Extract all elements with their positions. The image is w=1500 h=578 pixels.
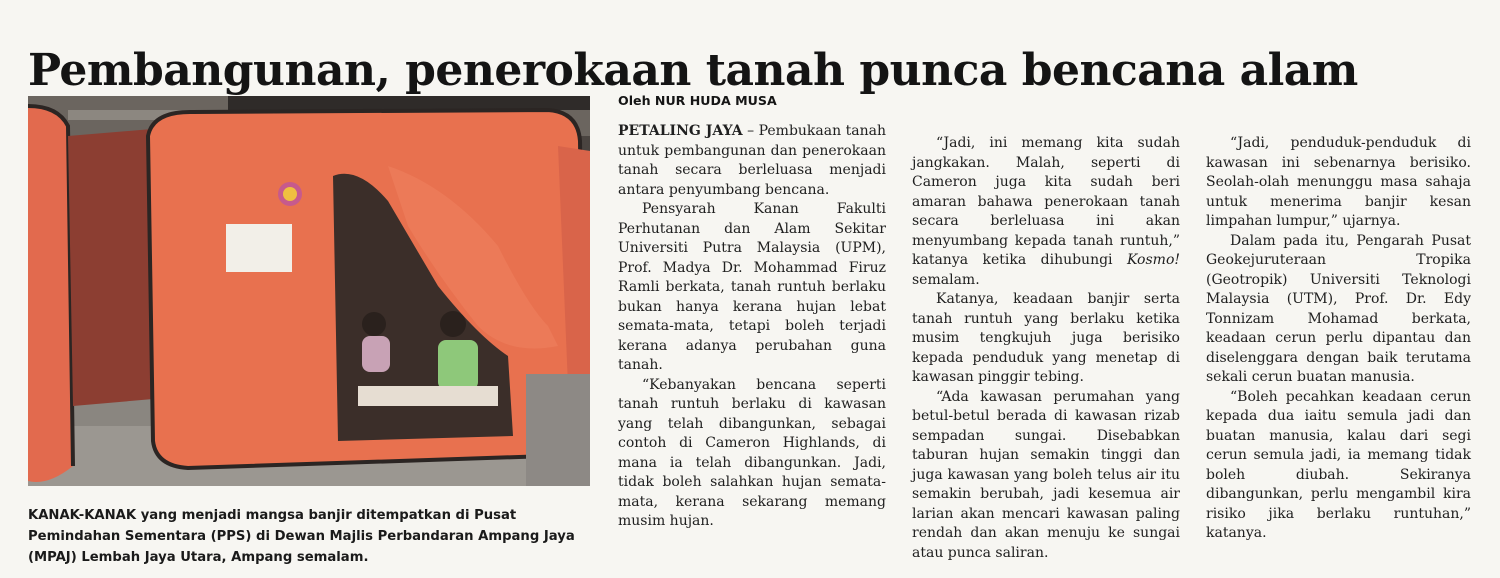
article-paragraph: Pensyarah Kanan Fakulti Perhutanan dan Alam Sekitar Universiti Putra Malaysia (UPM), Prof. Madya Dr. Mohammad Firuz Ramli berkata, tanah runtuh berlaku bukan hanya kerana hujan lebat semata-mata, tetapi boleh terjadi kerana adanya perubahan guna tanah.	[618, 201, 886, 373]
dateline: PETALING JAYA	[618, 123, 743, 139]
photo-tents-icon	[28, 96, 590, 486]
publication-name: Kosmo!	[1126, 252, 1180, 268]
photo-caption: KANAK-KANAK yang menjadi mangsa banjir ditempatkan di Pusat Pemindahan Sementara (PPS) di Dewan Majlis Perbandaran Ampang Jaya (MPAJ) Lembah Jaya Utara, Ampang semalam.	[28, 508, 575, 566]
article-paragraph: “Kebanyakan bencana seperti tanah runtuh berlaku di kawasan yang telah dibangunkan, sebagai contoh di Cameron Highlands, di mana ia telah dibangunkan. Jadi, tidak boleh salahkan hujan semata-mata, kerana sekarang memang musim hujan.	[618, 376, 886, 529]
article-paragraph: “Boleh pecahkan keadaan cerun kepada dua iaitu semula jadi dan buatan manusia, kalau dari segi cerun semula jadi, ia memang tidak boleh diubah. Sekiranya dibangunkan, perlu mengambil kira risiko jika berlaku runtuhan,” katanya.	[1206, 388, 1471, 541]
article-paragraph: Katanya, keadaan banjir serta tanah runtuh yang berlaku ketika musim tengkujuh juga berisiko kepada penduduk yang menetap di kawasan pinggir tebing.	[912, 291, 1180, 385]
news-photo	[28, 96, 590, 486]
article-paragraph: PETALING JAYA – Pembukaan tanah untuk pembangunan dan penerokaan tanah secara berleluasa menjadi antara penyumbang bencana.	[618, 123, 886, 198]
article-column-3	[1206, 134, 1471, 544]
article-paragraph: “Jadi, ini memang kita sudah jangkakan. Malah, seperti di Cameron juga kita sudah beri amaran bahawa penerokaan tanah secara berleluasa ini akan menyumbang kepada tanah runtuh,” katanya ketika dihubungi Kosmo! semalam.	[912, 135, 1180, 288]
byline: Oleh NUR HUDA MUSA	[618, 93, 777, 108]
article-paragraph: “Ada kawasan perumahan yang betul-betul berada di kawasan rizab sempadan sungai. Disebabkan taburan hujan semakin tinggi dan juga kawasan yang boleh telus air itu semakin berubah, jadi kesemua air larian akan mencari kawasan paling rendah dan akan menuju ke sungai atau punca saliran.	[912, 388, 1180, 561]
article-paragraph: Dalam pada itu, Pengarah Pusat Geokejuruteraan Tropika (Geotropik) Universiti Teknologi Malaysia (UTM), Prof. Dr. Edy Tonnizam Mohamad berkata, keadaan cerun perlu dipantau dan diselenggara dengan baik terutama sekali cerun buatan manusia.	[1206, 232, 1471, 385]
article-paragraph: “Jadi, penduduk-penduduk di kawasan ini sebenarnya berisiko. Seolah-olah menunggu masa sahaja untuk menerima banjir kesan limpahan lumpur,” ujarnya.	[1206, 135, 1471, 229]
article-column-1	[618, 92, 886, 532]
headline: Pembangunan, penerokaan tanah punca bencana alam	[28, 45, 1358, 97]
article-column-2	[912, 134, 1180, 563]
